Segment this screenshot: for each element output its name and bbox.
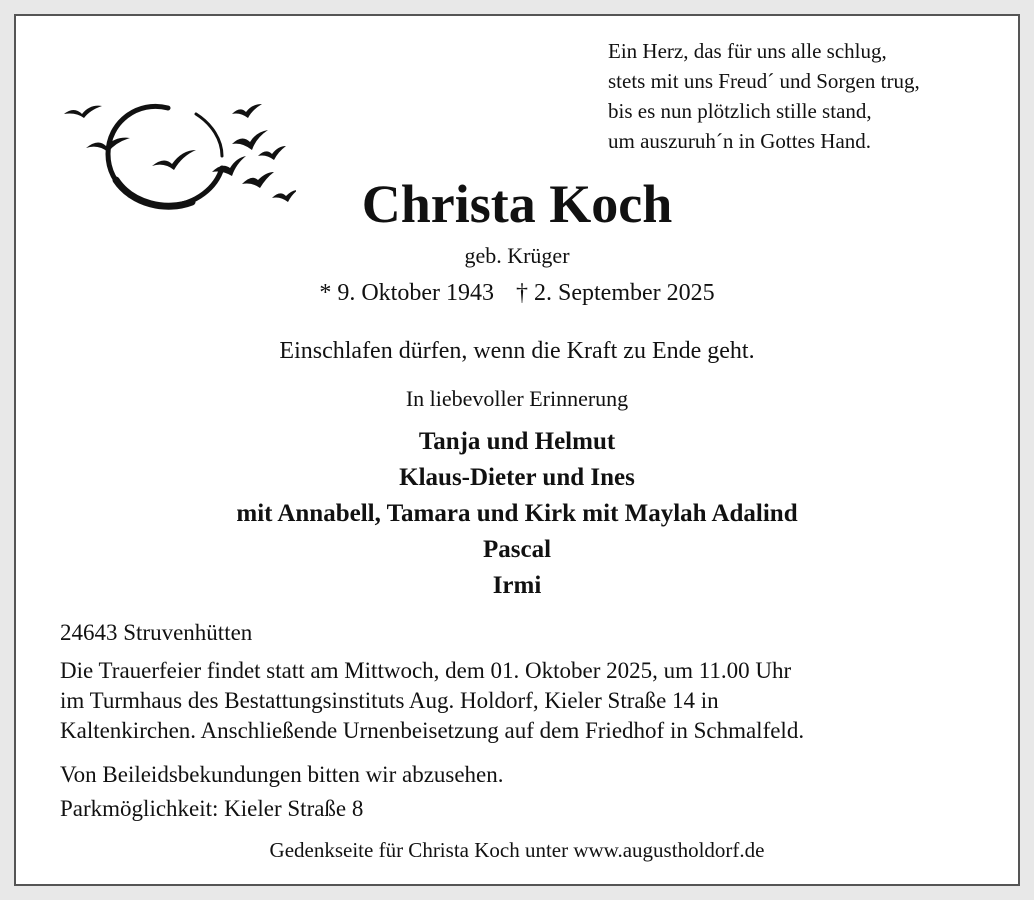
- ceremony-line: im Turmhaus des Bestattungsinstituts Aug. Holdorf, Kieler Straße 14 in: [60, 688, 719, 713]
- ceremony-line: Kaltenkirchen. Anschließende Urnenbeisetzung auf dem Friedhof in Schmalfeld.: [60, 718, 805, 743]
- deceased-name: Christa Koch: [361, 174, 673, 234]
- mourner-line: Irmi: [492, 572, 542, 599]
- memory-phrase: In liebevoller Erinnerung: [405, 386, 629, 411]
- parking-info: Parkmöglichkeit: Kieler Straße 8: [60, 796, 364, 821]
- ceremony-info: [60, 656, 1000, 746]
- life-dates: [16, 278, 1018, 308]
- place: 24643 Struvenhütten: [60, 620, 253, 645]
- condolence-note: Von Beileidsbekundungen bitten wir abzusehen.: [60, 762, 504, 787]
- mourner-line: Klaus-Dieter und Ines: [399, 464, 635, 491]
- mourner-line: Tanja und Helmut: [418, 428, 616, 455]
- mourner-line: Pascal: [482, 536, 552, 563]
- poem-line: Ein Herz, das für uns alle schlug,: [608, 39, 887, 63]
- poem-line: um auszuruh´n in Gottes Hand.: [608, 129, 872, 153]
- memorial-page-link[interactable]: Gedenkseite für Christa Koch unter www.augustholdorf.de: [269, 838, 765, 862]
- quote: Einschlafen dürfen, wenn die Kraft zu Ende geht.: [279, 338, 755, 364]
- death-date: † 2. September 2025: [516, 280, 715, 306]
- obituary-card: [14, 14, 1020, 886]
- mourners-list: [16, 424, 1018, 604]
- birth-date: * 9. Oktober 1943: [319, 280, 494, 306]
- mourner-line: mit Annabell, Tamara und Kirk mit Maylah Adalind: [236, 500, 798, 527]
- poem: [608, 36, 1008, 156]
- birth-name: geb. Krüger: [464, 243, 570, 268]
- poem-line: stets mit uns Freud´ und Sorgen trug,: [608, 69, 920, 93]
- poem-line: bis es nun plötzlich stille stand,: [608, 99, 872, 123]
- ceremony-line: Die Trauerfeier findet statt am Mittwoch, dem 01. Oktober 2025, um 11.00 Uhr: [60, 658, 792, 683]
